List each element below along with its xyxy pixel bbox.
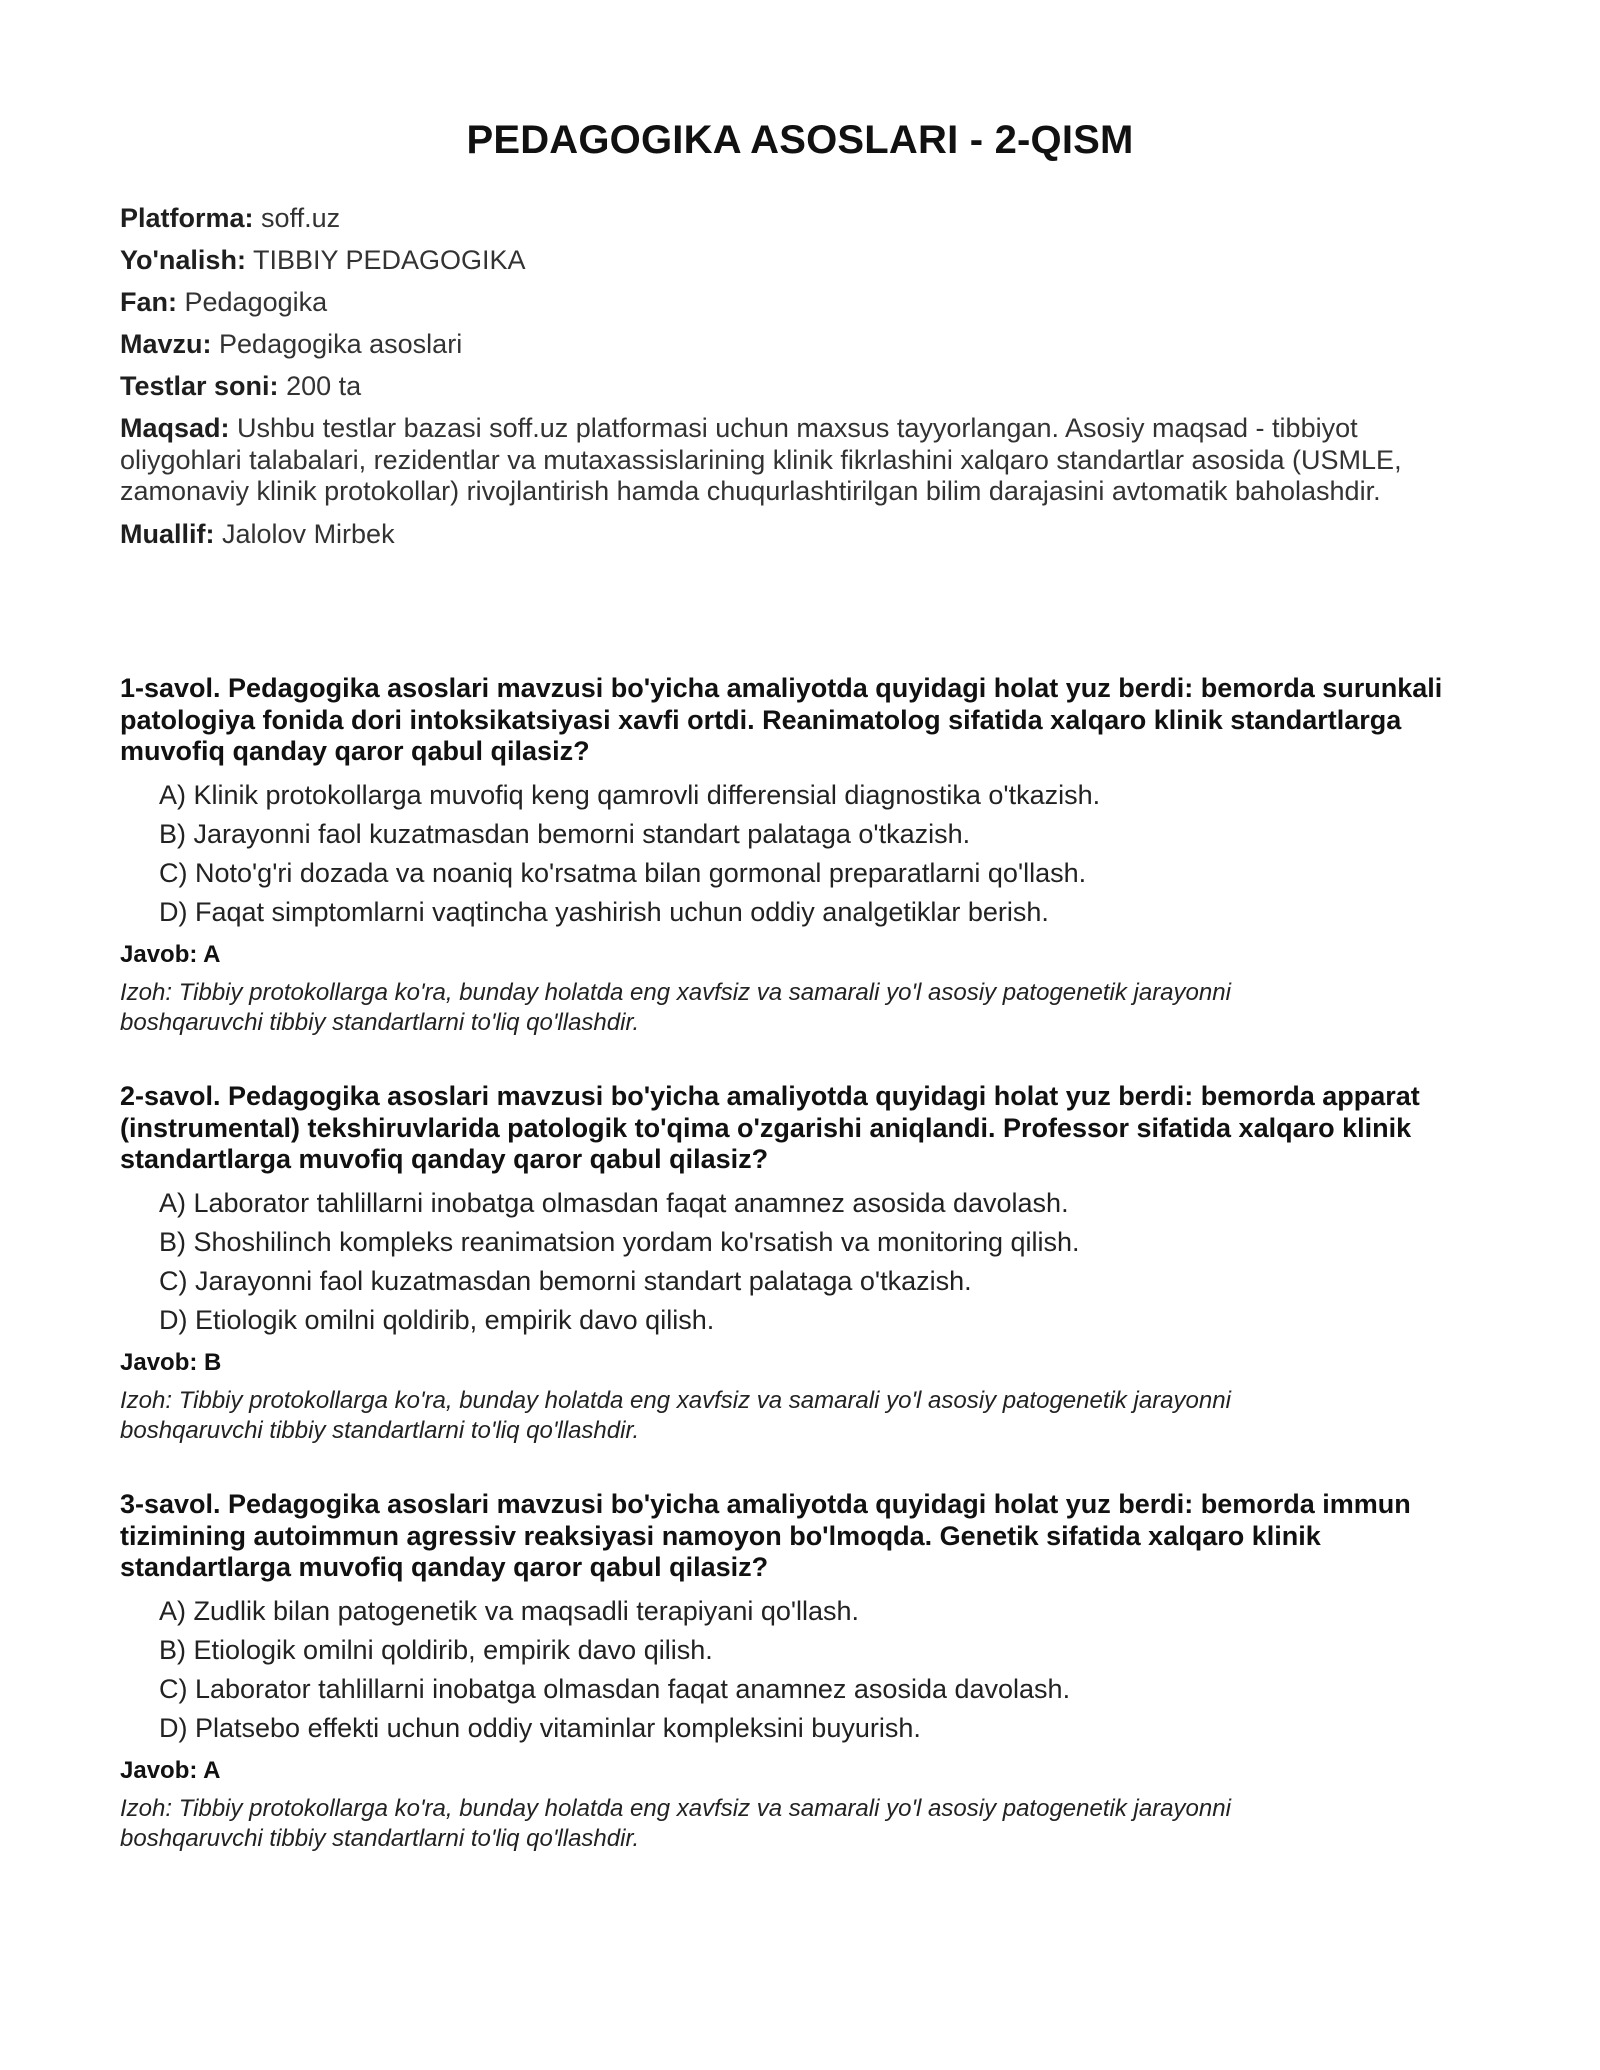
- correct-answer: Javob: B: [120, 1348, 222, 1376]
- answer-explanation: Izoh: Tibbiy protokollarga ko'ra, bunday holatda eng xavfsiz va samarali yo'l asosiy patogenetik jarayonni boshqaruvchi tibbiy standartlarni to'liq qo'llashdir.: [120, 1386, 1231, 1444]
- meta-test-count: [120, 371, 1450, 402]
- question-3: [120, 1489, 1460, 1897]
- option-d: D) Faqat simptomlarni vaqtincha yashirish uchun oddiy analgetiklar berish.: [159, 896, 1049, 927]
- meta-direction: [120, 245, 1450, 276]
- option-b: B) Shoshilinch kompleks reanimatsion yordam ko'rsatish va monitoring qilish.: [159, 1226, 1080, 1257]
- meta-subject: [120, 287, 1450, 318]
- option-b: B) Jarayonni faol kuzatmasdan bemorni standart palataga o'tkazish.: [159, 818, 971, 849]
- option-a: A) Klinik protokollarga muvofiq keng qamrovli differensial diagnostika o'tkazish.: [159, 779, 1101, 810]
- option-c: C) Laborator tahlillarni inobatga olmasdan faqat anamnez asosida davolash.: [159, 1673, 1071, 1704]
- answer-options: [120, 1597, 1460, 1753]
- question-text: 2-savol. Pedagogika asoslari mavzusi bo'yicha amaliyotda quyidagi holat yuz berdi: bemorda apparat (instrumental) tekshiruvlarida patologik to'qima o'zgarishi aniqlandi. Professor sifatida xalqaro klinik standartlarga muvofiq qanday qaror qabul qilasiz?: [120, 1081, 1420, 1174]
- answer-explanation: Izoh: Tibbiy protokollarga ko'ra, bunday holatda eng xavfsiz va samarali yo'l asosiy patogenetik jarayonni boshqaruvchi tibbiy standartlarni to'liq qo'llashdir.: [120, 1794, 1231, 1852]
- meta-value: TIBBIY PEDAGOGIKA: [252, 245, 526, 275]
- question-2: [120, 1081, 1460, 1489]
- meta-topic: [120, 329, 1450, 360]
- meta-value: Ushbu testlar bazasi soff.uz platformasi uchun maxsus tayyorlangan. Asosiy maqsad - tibbiyot oliygohlari talabalari, rezidentlar va mutaxassislarining klinik fikrlashini xalqaro standartlar asosida (USMLE, zamonaviy klinik protokollar) rivojlantirish hamda chuqurlashtirilgan bilim darajasini avtomatik baholashdir.: [120, 413, 1402, 506]
- question-text: 3-savol. Pedagogika asoslari mavzusi bo'yicha amaliyotda quyidagi holat yuz berdi: bemorda immun tizimining autoimmun agressiv reaksiyasi namoyon bo'lmoqda. Genetik sifatida xalqaro klinik standartlarga muvofiq qanday qaror qabul qilasiz?: [120, 1489, 1411, 1582]
- meta-value: Jalolov Mirbek: [222, 518, 395, 549]
- meta-purpose: [120, 413, 1450, 508]
- correct-answer: Javob: A: [120, 1756, 221, 1784]
- meta-label: Fan:: [120, 287, 177, 317]
- meta-label: Platforma:: [120, 203, 254, 233]
- option-b: B) Etiologik omilni qoldirib, empirik davo qilish.: [159, 1634, 713, 1665]
- answer-options: [120, 1189, 1460, 1345]
- meta-label: Testlar soni:: [120, 371, 279, 401]
- meta-value: 200 ta: [286, 371, 362, 401]
- answer-options: [120, 781, 1460, 937]
- option-d: D) Etiologik omilni qoldirib, empirik davo qilish.: [159, 1304, 715, 1335]
- answer-explanation: Izoh: Tibbiy protokollarga ko'ra, bunday holatda eng xavfsiz va samarali yo'l asosiy patogenetik jarayonni boshqaruvchi tibbiy standartlarni to'liq qo'llashdir.: [120, 978, 1231, 1036]
- meta-platform: [120, 203, 1450, 234]
- option-c: C) Jarayonni faol kuzatmasdan bemorni standart palataga o'tkazish.: [159, 1265, 972, 1296]
- meta-label: Mavzu:: [120, 329, 212, 359]
- meta-label: Muallif:: [120, 518, 215, 549]
- document-title: PEDAGOGIKA ASOSLARI - 2-QISM: [466, 118, 1134, 162]
- document-meta: [120, 203, 1450, 561]
- meta-value: Pedagogika asoslari: [219, 329, 463, 359]
- question-list: [120, 673, 1460, 1897]
- question-1: [120, 673, 1460, 1081]
- meta-value: soff.uz: [261, 203, 341, 233]
- meta-label: Maqsad:: [120, 413, 230, 443]
- question-text: 1-savol. Pedagogika asoslari mavzusi bo'yicha amaliyotda quyidagi holat yuz berdi: bemorda surunkali patologiya fonida dori intoksikatsiyasi xavfi ortdi. Reanimatolog sifatida xalqaro klinik standartlarga muvofiq qanday qaror qabul qilasiz?: [120, 673, 1443, 766]
- option-a: A) Laborator tahlillarni inobatga olmasdan faqat anamnez asosida davolash.: [159, 1187, 1069, 1218]
- option-d: D) Platsebo effekti uchun oddiy vitaminlar kompleksini buyurish.: [159, 1712, 921, 1743]
- option-a: A) Zudlik bilan patogenetik va maqsadli terapiyani qo'llash.: [159, 1595, 860, 1626]
- meta-value: Pedagogika: [184, 287, 328, 317]
- option-c: C) Noto'g'ri dozada va noaniq ko'rsatma bilan gormonal preparatlarni qo'llash.: [159, 857, 1087, 888]
- meta-label: Yo'nalish:: [120, 245, 246, 275]
- correct-answer: Javob: A: [120, 940, 221, 968]
- meta-author: [120, 519, 1450, 550]
